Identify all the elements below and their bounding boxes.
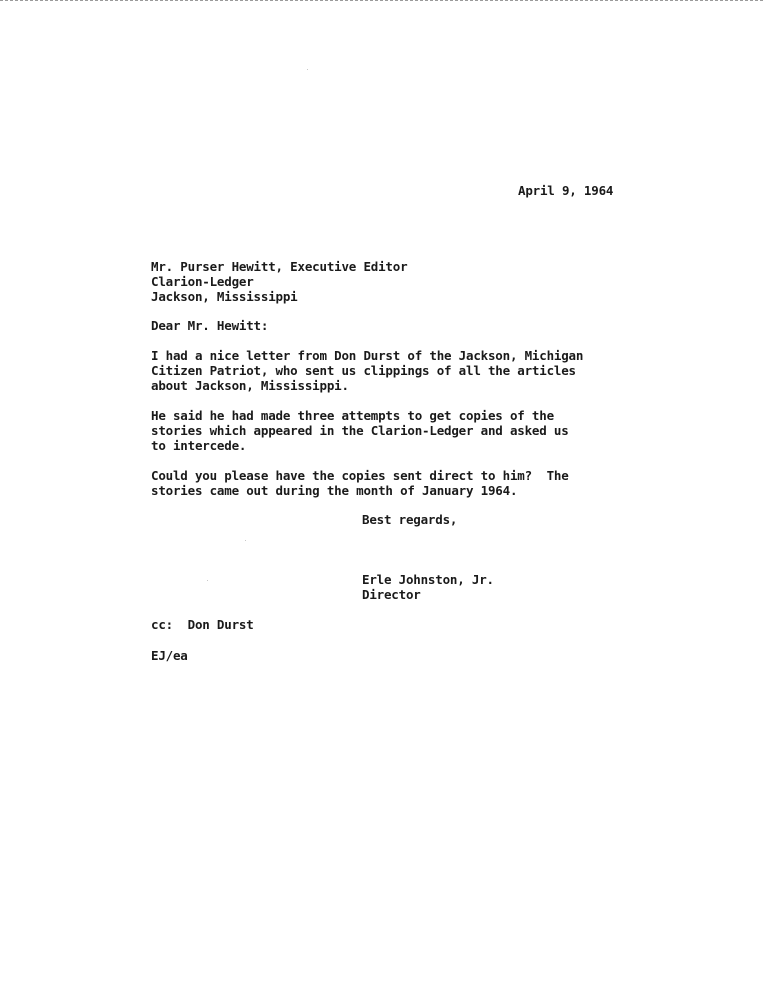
- paragraph-2-line-2: stories which appeared in the Clarion-Ledger and asked us: [151, 423, 569, 438]
- paragraph-3: [151, 468, 569, 498]
- scan-speck: [307, 69, 308, 70]
- address-line-1: Mr. Purser Hewitt, Executive Editor: [151, 259, 408, 274]
- address-line-3: Jackson, Mississippi: [151, 289, 298, 304]
- cc-line: cc: Don Durst: [151, 617, 254, 632]
- signer-name: Erle Johnston, Jr.: [362, 572, 494, 587]
- paragraph-2-line-3: to intercede.: [151, 438, 247, 453]
- paragraph-1-line-1: I had a nice letter from Don Durst of the Jackson, Michigan: [151, 348, 584, 363]
- signature-block: [362, 572, 494, 602]
- reference-initials: EJ/ea: [151, 648, 188, 663]
- scan-speck: [207, 580, 208, 581]
- paragraph-2-line-1: He said he had made three attempts to get copies of the: [151, 408, 554, 423]
- paragraph-2: [151, 408, 569, 453]
- letter-date: April 9, 1964: [518, 183, 614, 198]
- address-line-2: Clarion-Ledger: [151, 274, 254, 289]
- paragraph-1-line-3: about Jackson, Mississippi.: [151, 378, 349, 393]
- scan-speck: [245, 540, 246, 541]
- salutation: Dear Mr. Hewitt:: [151, 318, 269, 333]
- page-top-border: [0, 0, 763, 1]
- paragraph-1: [151, 348, 583, 393]
- closing: Best regards,: [362, 512, 458, 527]
- recipient-address: [151, 259, 407, 304]
- paragraph-1-line-2: Citizen Patriot, who sent us clippings of all the articles: [151, 363, 576, 378]
- paragraph-3-line-1: Could you please have the copies sent direct to him? The: [151, 468, 569, 483]
- signer-title: Director: [362, 587, 421, 602]
- paragraph-3-line-2: stories came out during the month of January 1964.: [151, 483, 518, 498]
